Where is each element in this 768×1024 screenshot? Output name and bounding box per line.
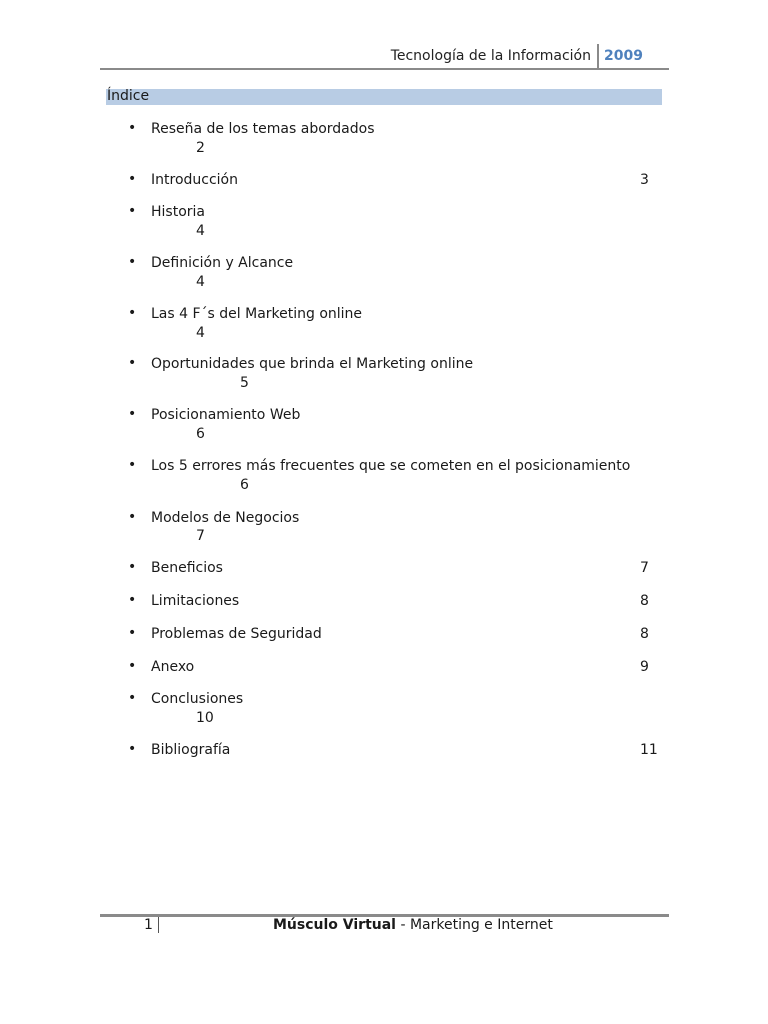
toc-item-page: 4 [196, 223, 205, 239]
toc-item-label: Bibliografía [151, 742, 231, 758]
toc-item-page: 5 [240, 375, 249, 391]
footer-title [273, 917, 553, 933]
toc-item-page: 11 [640, 742, 658, 758]
header-rule [100, 68, 669, 70]
bullet-icon: • [128, 690, 137, 706]
bullet-icon: • [128, 355, 137, 371]
toc-item-label: Las 4 F´s del Marketing online [151, 306, 363, 322]
toc-item-page: 7 [196, 528, 205, 544]
bullet-icon: • [128, 120, 137, 136]
toc-item-label: Reseña de los temas abordados [151, 121, 375, 137]
toc-heading-bar [106, 89, 662, 105]
bullet-icon: • [128, 509, 137, 525]
bullet-icon: • [128, 406, 137, 422]
toc-item-label: Definición y Alcance [151, 255, 294, 271]
bullet-icon: • [128, 592, 137, 608]
toc-item-label: Historia [151, 204, 205, 220]
toc-item-label: Problemas de Seguridad [151, 626, 322, 642]
page-header [100, 44, 669, 70]
bullet-icon: • [128, 658, 137, 674]
header-divider [597, 44, 599, 70]
toc-item-page: 3 [640, 172, 649, 188]
footer-divider [158, 917, 159, 933]
toc-item-page: 6 [196, 426, 205, 442]
toc-item-label: Modelos de Negocios [151, 510, 300, 526]
toc-item-page: 8 [640, 593, 649, 609]
toc-item-page: 8 [640, 626, 649, 642]
header-title: Tecnología de la Información [390, 48, 591, 64]
toc-item-page: 9 [640, 659, 649, 675]
footer-page-number: 1 [144, 917, 153, 933]
bullet-icon: • [128, 171, 137, 187]
footer-title-bold: Músculo Virtual [273, 917, 396, 933]
toc-item-label: Los 5 errores más frecuentes que se cometen en el posicionamiento [151, 458, 631, 474]
toc-item-label: Beneficios [151, 560, 223, 576]
footer-title-rest: - Marketing e Internet [396, 917, 553, 933]
bullet-icon: • [128, 741, 137, 757]
toc-item-label: Introducción [151, 172, 238, 188]
bullet-icon: • [128, 254, 137, 270]
bullet-icon: • [128, 457, 137, 473]
toc-item-label: Posicionamiento Web [151, 407, 301, 423]
toc-item-label: Limitaciones [151, 593, 240, 609]
bullet-icon: • [128, 559, 137, 575]
toc-item-page: 6 [240, 477, 249, 493]
toc-item-page: 4 [196, 325, 205, 341]
toc-item-page: 7 [640, 560, 649, 576]
header-year: 2009 [604, 48, 643, 64]
toc-item-label: Conclusiones [151, 691, 244, 707]
toc-item-page: 10 [196, 710, 214, 726]
bullet-icon: • [128, 625, 137, 641]
toc-item-label: Oportunidades que brinda el Marketing online [151, 356, 474, 372]
toc-item-page: 4 [196, 274, 205, 290]
toc-item-page: 2 [196, 140, 205, 156]
toc-heading: Índice [107, 88, 150, 104]
bullet-icon: • [128, 305, 137, 321]
bullet-icon: • [128, 203, 137, 219]
toc-item-label: Anexo [151, 659, 195, 675]
